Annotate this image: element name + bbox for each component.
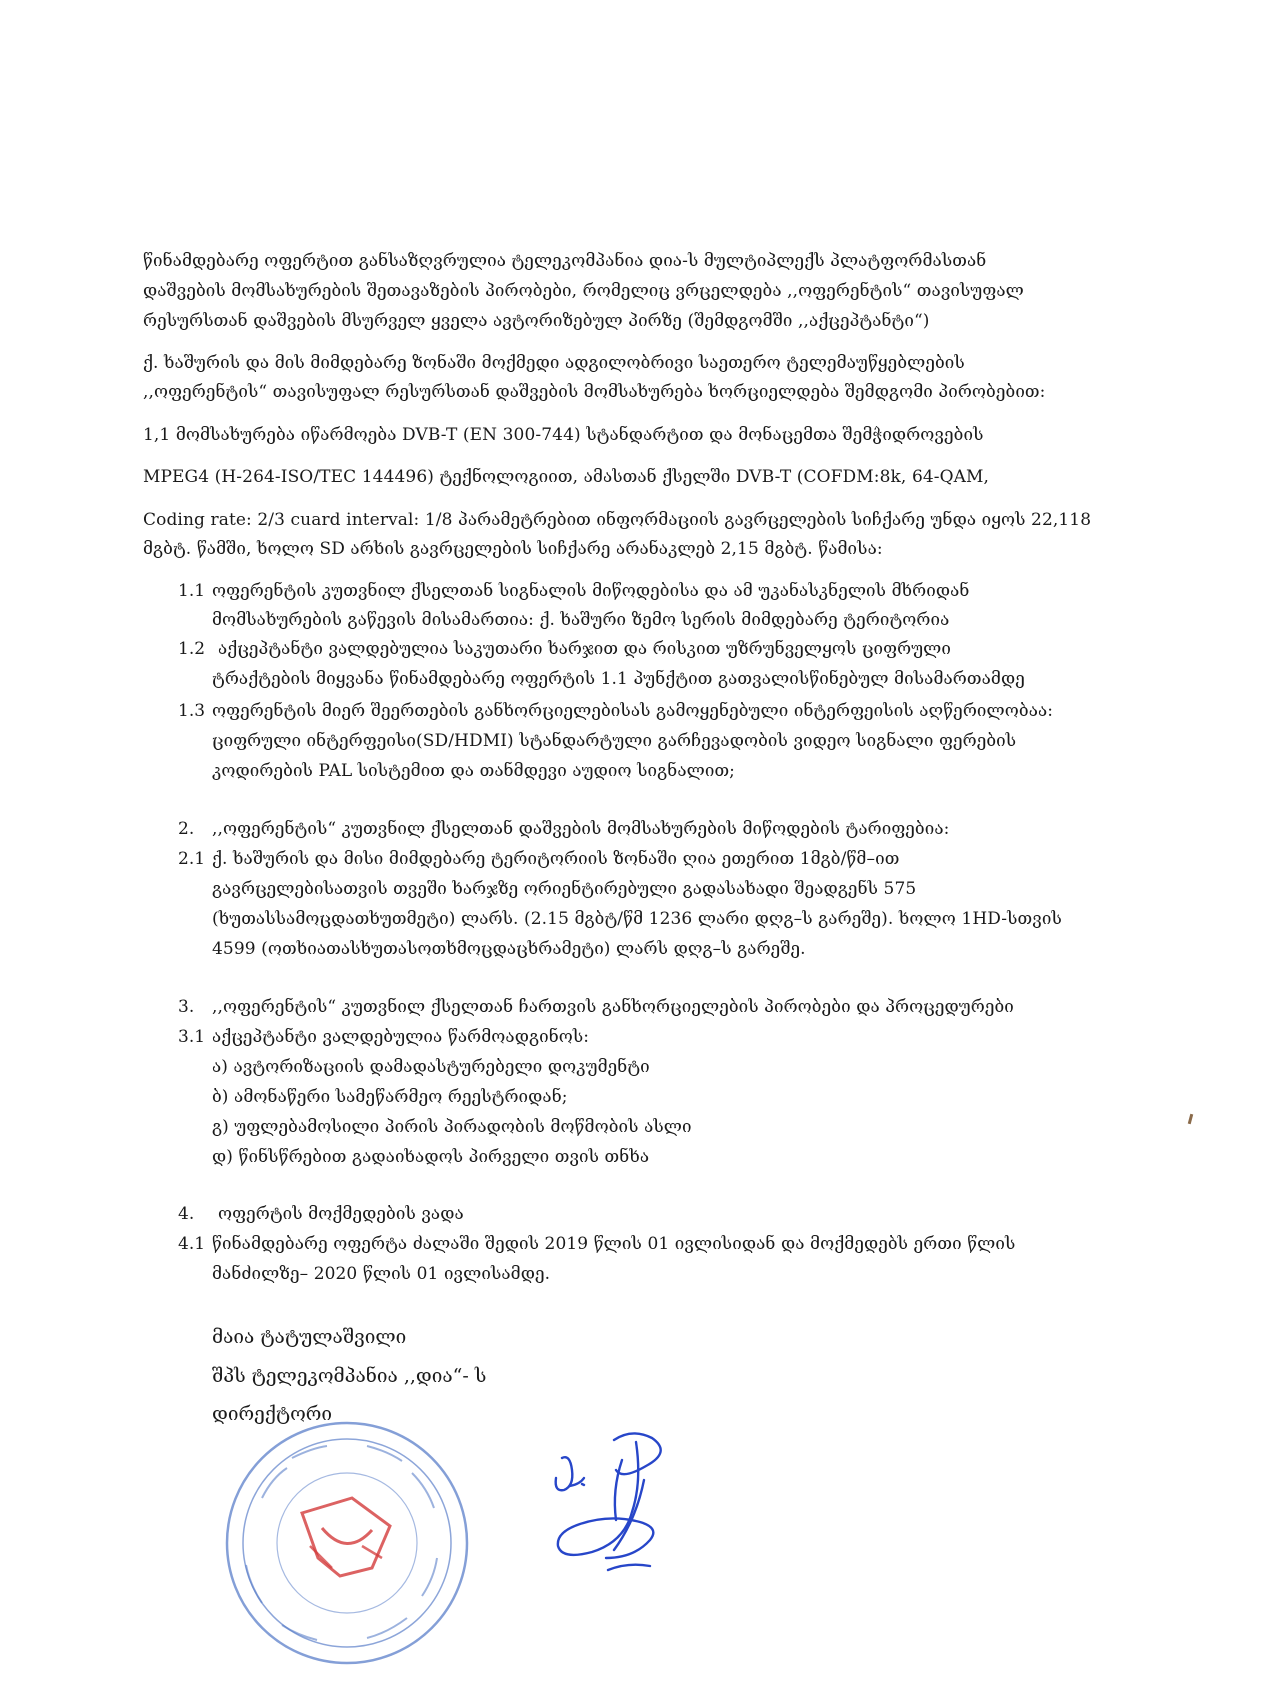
item-number: 1.2: [178, 639, 206, 659]
intro-line-1: წინამდებარე ოფერტით განსაზღვრულია ტელეკომპანია დია-ს მულტიპლექს პლატფორმასთან: [143, 251, 987, 271]
item-2-1-line-3: (ხუთასსამოცდათხუთმეტი) ლარს. (2.15 მგბტ/წმ 1236 ლარი დღგ–ს გარეშე). ხოლო 1HD-სთვის: [212, 909, 1062, 929]
section-4-number: 4.: [178, 1204, 195, 1224]
standard-line-2: MPEG4 (H-264-ISO/TEC 144496) ტექნოლოგიით, ამასთან ქსელში DVB-T (COFDM:8k, 64-QAM,: [143, 467, 990, 487]
item-4-1-line-1: წინამდებარე ოფერტა ძალაში შედის 2019 წლის 01 ივლისიდან და მოქმედებს ერთი წლის: [212, 1234, 1016, 1254]
item-1-1-line-2: მომსახურების გაწევის მისამართია: ქ. ხაშური ზემო სერის მიმდებარე ტერიტორია: [212, 610, 950, 630]
standard-line-1: 1,1 მომსახურება იწარმოება DVB-T (EN 300-744) სტანდარტით და მონაცემთა შემჭიდროვების: [143, 425, 984, 445]
handwritten-signature: [548, 1420, 698, 1610]
item-number: 2.1: [178, 849, 206, 869]
standard-line-3: Coding rate: 2/3 cuard interval: 1/8 პარამეტრებით ინფორმაციის გავრცელების სიჩქარე უნდა იყოს 22,118: [143, 510, 1092, 530]
signatory-name: მაია ტატულაშვილი: [212, 1326, 407, 1348]
item-1-3-line-1: ოფერენტის მიერ შეერთების განხორციელებისას გამოყენებული ინტერფეისის აღწერილობაა:: [212, 701, 1054, 721]
item-1-2-line-1: აქცეპტანტი ვალდებულია საკუთარი ხარჯით და რისკით უზრუნველყოს ციფრული: [218, 639, 952, 659]
section-2-number: 2.: [178, 819, 195, 839]
standard-line-4: მგბტ. წამში, ხოლო SD არხის გავრცელების სიჩქარე არანაკლებ 2,15 მგბტ. წამისა:: [143, 539, 883, 559]
item-number: 1.1: [178, 581, 206, 601]
item-number: 4.1: [178, 1234, 206, 1254]
item-number: 1.3: [178, 701, 206, 721]
intro-line-3: რესურსთან დაშვების მსურველ ყველა ავტორიზებულ პირზე (შემდგომში ,,აქცეპტანტი“): [143, 311, 930, 331]
conditions-line-1: ქ. ხაშურის და მის მიმდებარე ზონაში მოქმედი ადგილობრივი საეთერო ტელემაუწყებლების: [143, 353, 965, 373]
conditions-line-2: ,,ოფერენტის“ თავისუფალ რესურსთან დაშვების მომსახურება ხორციელდება შემდგომი პირობებით:: [143, 382, 1046, 402]
section-4-heading: ოფერტის მოქმედების ვადა: [218, 1204, 464, 1224]
section-3-heading: ,,ოფერენტის“ კუთვნილ ქსელთან ჩართვის განხორციელების პირობები და პროცედურები: [212, 997, 1014, 1017]
company-stamp: [222, 1418, 472, 1668]
list-item: გ) უფლებამოსილი პირის პირადობის მოწმობის ასლი: [212, 1117, 692, 1137]
item-2-1-line-1: ქ. ხაშურის და მისი მიმდებარე ტერიტორიის ზონაში ღია ეთერით 1მგბ/წმ–ით: [212, 849, 900, 869]
item-1-3-line-2: ციფრული ინტერფეისი(SD/HDMI) სტანდარტული გარჩევადობის ვიდეო სიგნალი ფერების: [212, 731, 1017, 751]
item-4-1-line-2: მანძილზე– 2020 წლის 01 ივლისამდე.: [212, 1264, 551, 1284]
list-item: ა) ავტორიზაციის დამადასტურებელი დოკუმენტი: [212, 1057, 650, 1077]
item-2-1-line-4: 4599 (ოთხიათასხუთასოთხმოცდაცხრამეტი) ლარს დღგ–ს გარეშე.: [212, 939, 806, 959]
list-item: დ) წინსწრებით გადაიხადოს პირველი თვის თნხა: [212, 1147, 650, 1167]
item-3-1-heading: აქცეპტანტი ვალდებულია წარმოადგინოს:: [212, 1027, 590, 1047]
item-1-1-line-1: ოფერენტის კუთვნილ ქსელთან სიგნალის მიწოდებისა და ამ უკანასკნელის მხრიდან: [212, 581, 970, 601]
item-number: 3.1: [178, 1027, 206, 1047]
item-1-2-line-2: ტრაქტების მიყვანა წინამდებარე ოფერტის 1.1 პუნქტით გათვალისწინებულ მისამართამდე: [212, 669, 1025, 689]
intro-line-2: დაშვების მომსახურების შეთავაზების პირობები, რომელიც ვრცელდება ,,ოფერენტის“ თავისუფალ: [143, 281, 1024, 301]
list-item: ბ) ამონაწერი სამეწარმეო რეესტრიდან;: [212, 1087, 568, 1107]
signatory-company: შპს ტელეკომპანია ,,დია“- ს: [212, 1365, 487, 1387]
item-1-3-line-3: კოდირების PAL სისტემით და თანმდევი აუდიო სიგნალით;: [212, 761, 736, 781]
section-3-number: 3.: [178, 997, 195, 1017]
paper-speck: [1188, 1114, 1193, 1124]
item-2-1-line-2: გავრცელებისათვის თვეში ხარჯზე ორიენტირებული გადასახადი შეადგენს 575: [212, 879, 917, 899]
signatory-title: დირექტორი: [212, 1403, 333, 1425]
section-2-heading: ,,ოფერენტის“ კუთვნილ ქსელთან დაშვების მომსახურების მიწოდების ტარიფებია:: [212, 819, 950, 839]
